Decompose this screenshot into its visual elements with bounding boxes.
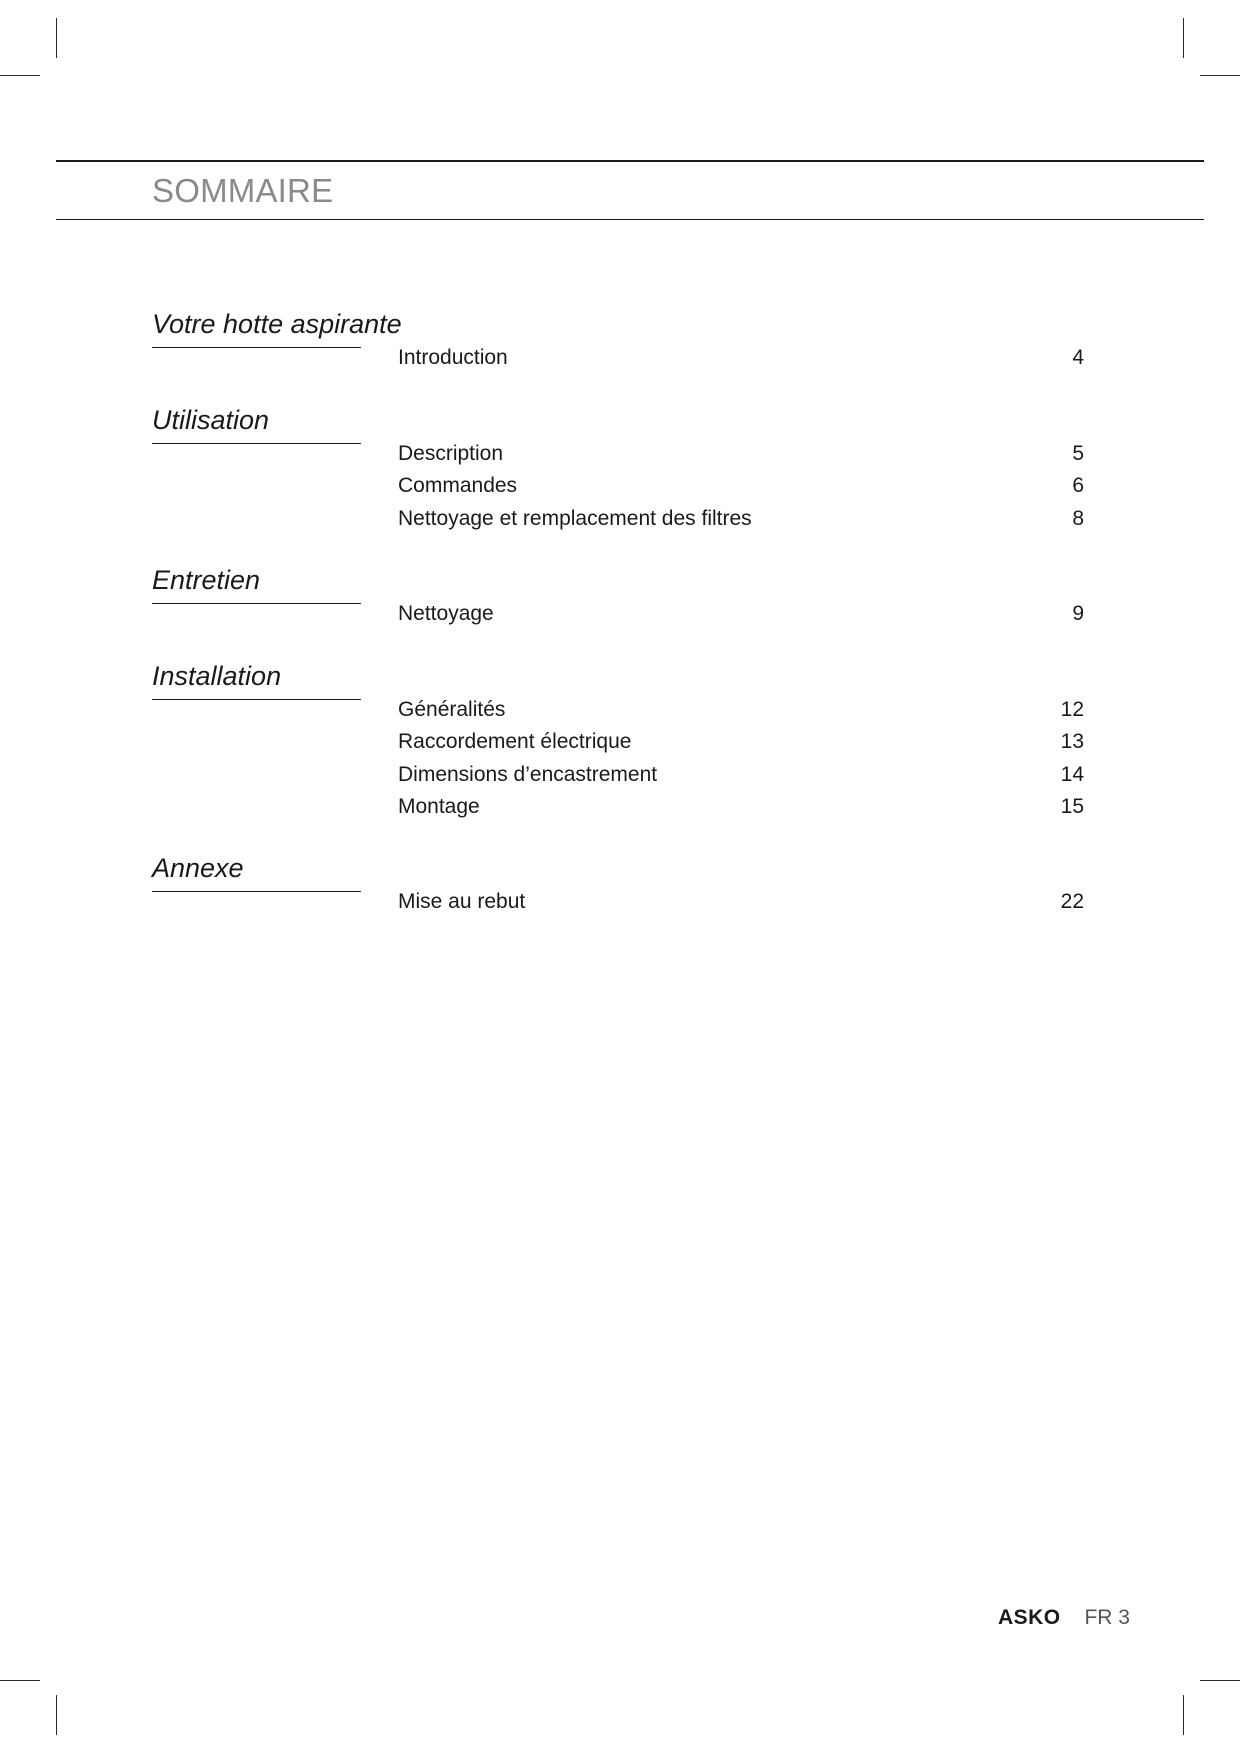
- section-title: Utilisation: [152, 405, 270, 435]
- toc-entry-label: Raccordement électrique: [398, 730, 632, 753]
- section-title: Votre hotte aspirante: [152, 309, 402, 339]
- toc-entry-label: Généralités: [398, 698, 506, 721]
- crop-mark: [1200, 1680, 1240, 1681]
- crop-mark: [0, 1680, 40, 1681]
- toc-entry[interactable]: [398, 793, 1084, 826]
- header-top-rule: [56, 160, 1204, 162]
- section-rule: [152, 443, 361, 444]
- crop-mark: [56, 1695, 57, 1735]
- section-title: Entretien: [152, 565, 261, 595]
- section-title: Installation: [152, 661, 282, 691]
- toc-entry[interactable]: [398, 440, 1084, 473]
- crop-mark: [0, 75, 40, 76]
- toc-entry-label: Nettoyage: [398, 602, 494, 625]
- toc-entry-page: 9: [1072, 602, 1084, 625]
- toc-entry[interactable]: [398, 344, 1084, 377]
- toc-entry[interactable]: [398, 472, 1084, 505]
- section-title: Annexe: [152, 853, 244, 883]
- toc-entry-label: Description: [398, 442, 504, 465]
- toc-entry[interactable]: [398, 728, 1084, 761]
- crop-mark: [1183, 1695, 1184, 1735]
- toc-entry-label: Introduction: [398, 346, 508, 369]
- toc-entry-page: 15: [1060, 795, 1084, 818]
- toc-entry-label: Mise au rebut: [398, 890, 526, 913]
- toc-entry-label: Commandes: [398, 474, 518, 497]
- toc-entry-page: 5: [1072, 442, 1084, 465]
- toc-entry-label: Montage: [398, 795, 480, 818]
- toc-entry-label: Nettoyage et remplacement des filtres: [398, 507, 752, 530]
- page-number: FR 3: [1084, 1606, 1130, 1629]
- toc-entry-page: 8: [1072, 507, 1084, 530]
- page-footer: [998, 1604, 1130, 1632]
- toc-entry-label: Dimensions d’encastrement: [398, 763, 658, 786]
- toc-entry-page: 14: [1060, 763, 1084, 786]
- crop-mark: [1200, 75, 1240, 76]
- toc-entry-page: 13: [1060, 730, 1084, 753]
- toc-entry[interactable]: [398, 888, 1084, 921]
- crop-mark: [56, 18, 57, 58]
- section-rule: [152, 603, 361, 604]
- toc-entry[interactable]: [398, 761, 1084, 794]
- brand-logo: ASKO: [997, 1606, 1061, 1629]
- toc-entry[interactable]: [398, 505, 1084, 538]
- page-title: SOMMAIRE: [152, 172, 334, 209]
- toc-entry[interactable]: [398, 696, 1084, 729]
- header-bottom-rule: [56, 219, 1204, 220]
- toc-entry-page: 4: [1072, 346, 1084, 369]
- section-rule: [152, 699, 361, 700]
- toc-entry[interactable]: [398, 600, 1084, 633]
- toc-entry-page: 22: [1060, 890, 1084, 913]
- section-rule: [152, 891, 361, 892]
- toc-entry-page: 12: [1060, 698, 1084, 721]
- toc-entry-page: 6: [1072, 474, 1084, 497]
- crop-mark: [1183, 18, 1184, 58]
- section-rule: [152, 347, 361, 348]
